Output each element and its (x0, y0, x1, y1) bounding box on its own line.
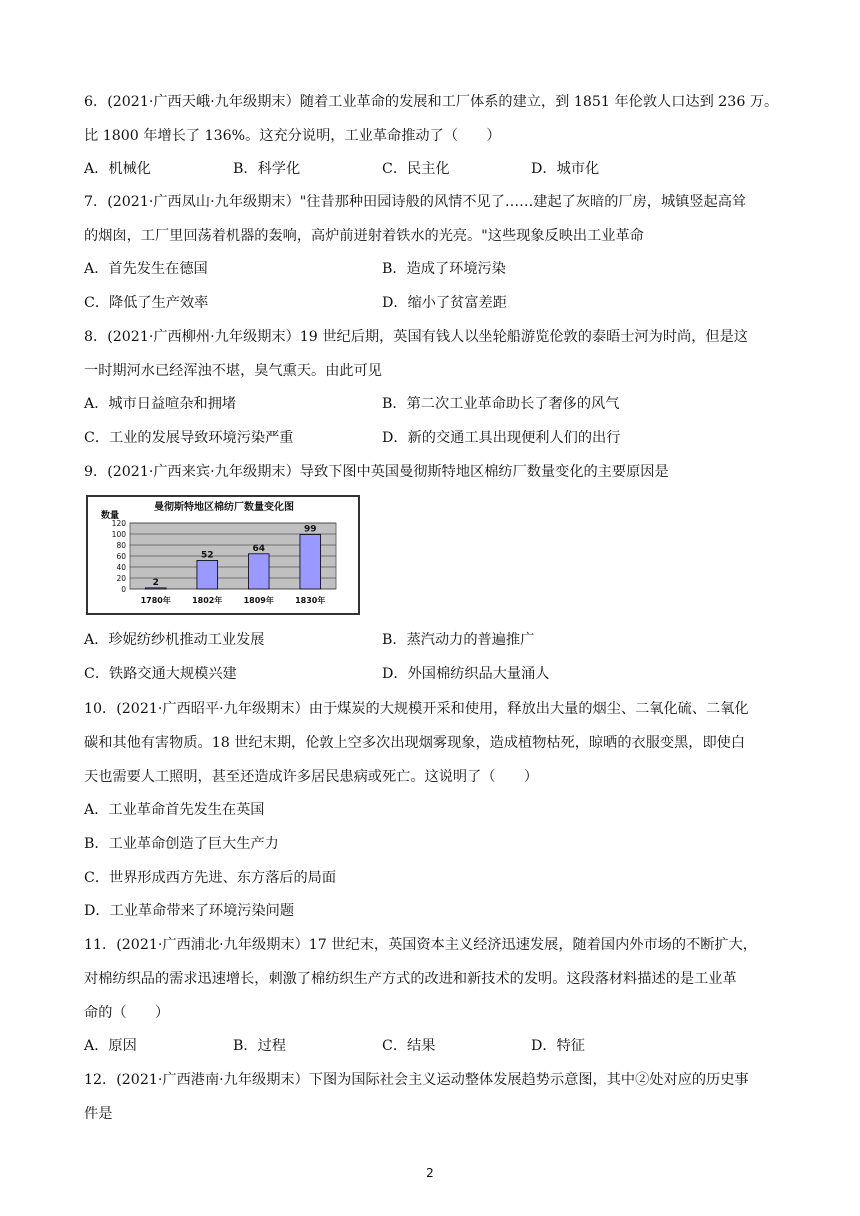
x-tick-label: 1830年 (295, 596, 326, 605)
y-tick-label: 0 (121, 585, 126, 594)
bar (300, 535, 321, 589)
q11-line-2: 对棉纺织品的需求迅速增长，刺激了棉纺织生产方式的改进和新技术的发明。这段落材料描述的是工业革 (84, 971, 737, 987)
q10-line-3: 天也需要人工照明，甚至还造成许多居民患病或死亡。这说明了（ ） (84, 769, 539, 785)
q11-option-b[interactable]: B．过程 (233, 1038, 286, 1054)
bar-value-label: 52 (200, 550, 214, 561)
bar-chart-svg (88, 497, 358, 613)
q11-option-a[interactable]: A．原因 (84, 1038, 137, 1054)
bar (145, 588, 166, 589)
q8-option-c[interactable]: C．工业的发展导致环境污染严重 (84, 430, 294, 446)
q10-option-a[interactable]: A．工业革命首先发生在英国 (84, 802, 265, 818)
q11-line-3: 命的（ ） (84, 1005, 170, 1021)
q7-line-1: 7．(2021·广西凤山·九年级期末）"往昔那种田园诗般的风情不见了……建起了灰暗的厂房，城镇竖起高耸 (84, 194, 747, 210)
q8-line-2: 一时期河水已经浑浊不堪，臭气熏天。由此可见 (84, 363, 382, 379)
y-tick-label: 120 (111, 519, 126, 528)
chart-ylabel: 数量 (100, 511, 120, 521)
q6-line-1: 6．(2021·广西天峨·九年级期末）随着工业革命的发展和工厂体系的建立，到 1851 年伦敦人口达到 236 万。 (84, 94, 779, 110)
chart-title: 曼彻斯特地区棉纺厂数量变化图 (154, 502, 294, 513)
q12-line-1: 12．(2021·广西港南·九年级期末）下图为国际社会主义运动整体发展趋势示意图，其中②处对应的历史事 (84, 1072, 749, 1088)
q11-line-1: 11．(2021·广西浦北·九年级期末）17 世纪末，英国资本主义经济迅速发展，随着国内外市场的不断扩大， (84, 937, 757, 953)
q9-option-a[interactable]: A．珍妮纺纱机推动工业发展 (84, 632, 265, 648)
y-tick-label: 60 (116, 552, 126, 561)
q12-line-2: 件是 (84, 1106, 113, 1122)
q9-option-b[interactable]: B．蒸汽动力的普遍推广 (382, 632, 535, 648)
q9-line-1: 9．(2021·广西来宾·九年级期末）导致下图中英国曼彻斯特地区棉纺厂数量变化的主要原因是 (84, 464, 669, 480)
page-number: 2 (426, 1166, 434, 1180)
x-tick-label: 1802年 (192, 596, 223, 605)
y-tick-label: 40 (116, 563, 126, 572)
q7-option-b[interactable]: B．造成了环境污染 (382, 261, 506, 277)
y-tick-label: 80 (116, 541, 126, 550)
q8-option-a[interactable]: A．城市日益喧杂和拥堵 (84, 396, 237, 412)
q10-line-1: 10．(2021·广西昭平·九年级期末）由于煤炭的大规模开采和使用，释放出大量的烟尘、二氧化硫、二氧化 (84, 701, 749, 717)
q11-option-d[interactable]: D．特征 (531, 1038, 585, 1054)
q8-option-d[interactable]: D．新的交通工具出现便利人们的出行 (382, 430, 621, 446)
q6-option-a[interactable]: A．机械化 (84, 161, 151, 177)
bar-value-label: 64 (252, 543, 266, 554)
q11-option-c[interactable]: C．结果 (382, 1038, 436, 1054)
q6-option-d[interactable]: D．城市化 (531, 161, 600, 177)
bar-value-label: 2 (152, 577, 159, 588)
y-tick-label: 100 (111, 530, 126, 539)
q9-option-c[interactable]: C．铁路交通大规模兴建 (84, 666, 237, 682)
mill-count-chart (86, 495, 360, 615)
y-tick-label: 20 (116, 574, 126, 583)
q10-option-b[interactable]: B．工业革命创造了巨大生产力 (84, 836, 279, 852)
bar (248, 554, 269, 589)
q6-option-c[interactable]: C．民主化 (382, 161, 450, 177)
q10-option-c[interactable]: C．世界形成西方先进、东方落后的局面 (84, 870, 337, 886)
x-tick-label: 1780年 (140, 596, 171, 605)
q8-line-1: 8．(2021·广西柳州·九年级期末）19 世纪后期，英国有钱人以坐轮船游览伦敦的泰晤士河为时尚，但是这 (84, 329, 748, 345)
q6-option-b[interactable]: B．科学化 (233, 161, 301, 177)
q6-line-2: 比 1800 年增长了 136%。这充分说明，工业革命推动了（ ） (84, 128, 501, 144)
bar (197, 560, 218, 589)
q10-line-2: 碳和其他有害物质。18 世纪末期，伦敦上空多次出现烟雾现象，造成植物枯死，晾晒的衣服变黑，即使白 (84, 735, 746, 751)
q7-line-2: 的烟囱，工厂里回荡着机器的轰响，高炉前迸射着铁水的光亮。"这些现象反映出工业革命 (84, 228, 644, 244)
x-tick-label: 1809年 (243, 596, 274, 605)
q7-option-d[interactable]: D．缩小了贫富差距 (382, 295, 507, 311)
bar-value-label: 99 (303, 524, 317, 535)
q10-option-d[interactable]: D．工业革命带来了环境污染问题 (84, 903, 295, 919)
q9-option-d[interactable]: D．外国棉纺织品大量涌人 (382, 666, 550, 682)
q8-option-b[interactable]: B．第二次工业革命助长了奢侈的风气 (382, 396, 620, 412)
q7-option-a[interactable]: A．首先发生在德国 (84, 261, 208, 277)
q7-option-c[interactable]: C．降低了生产效率 (84, 295, 209, 311)
